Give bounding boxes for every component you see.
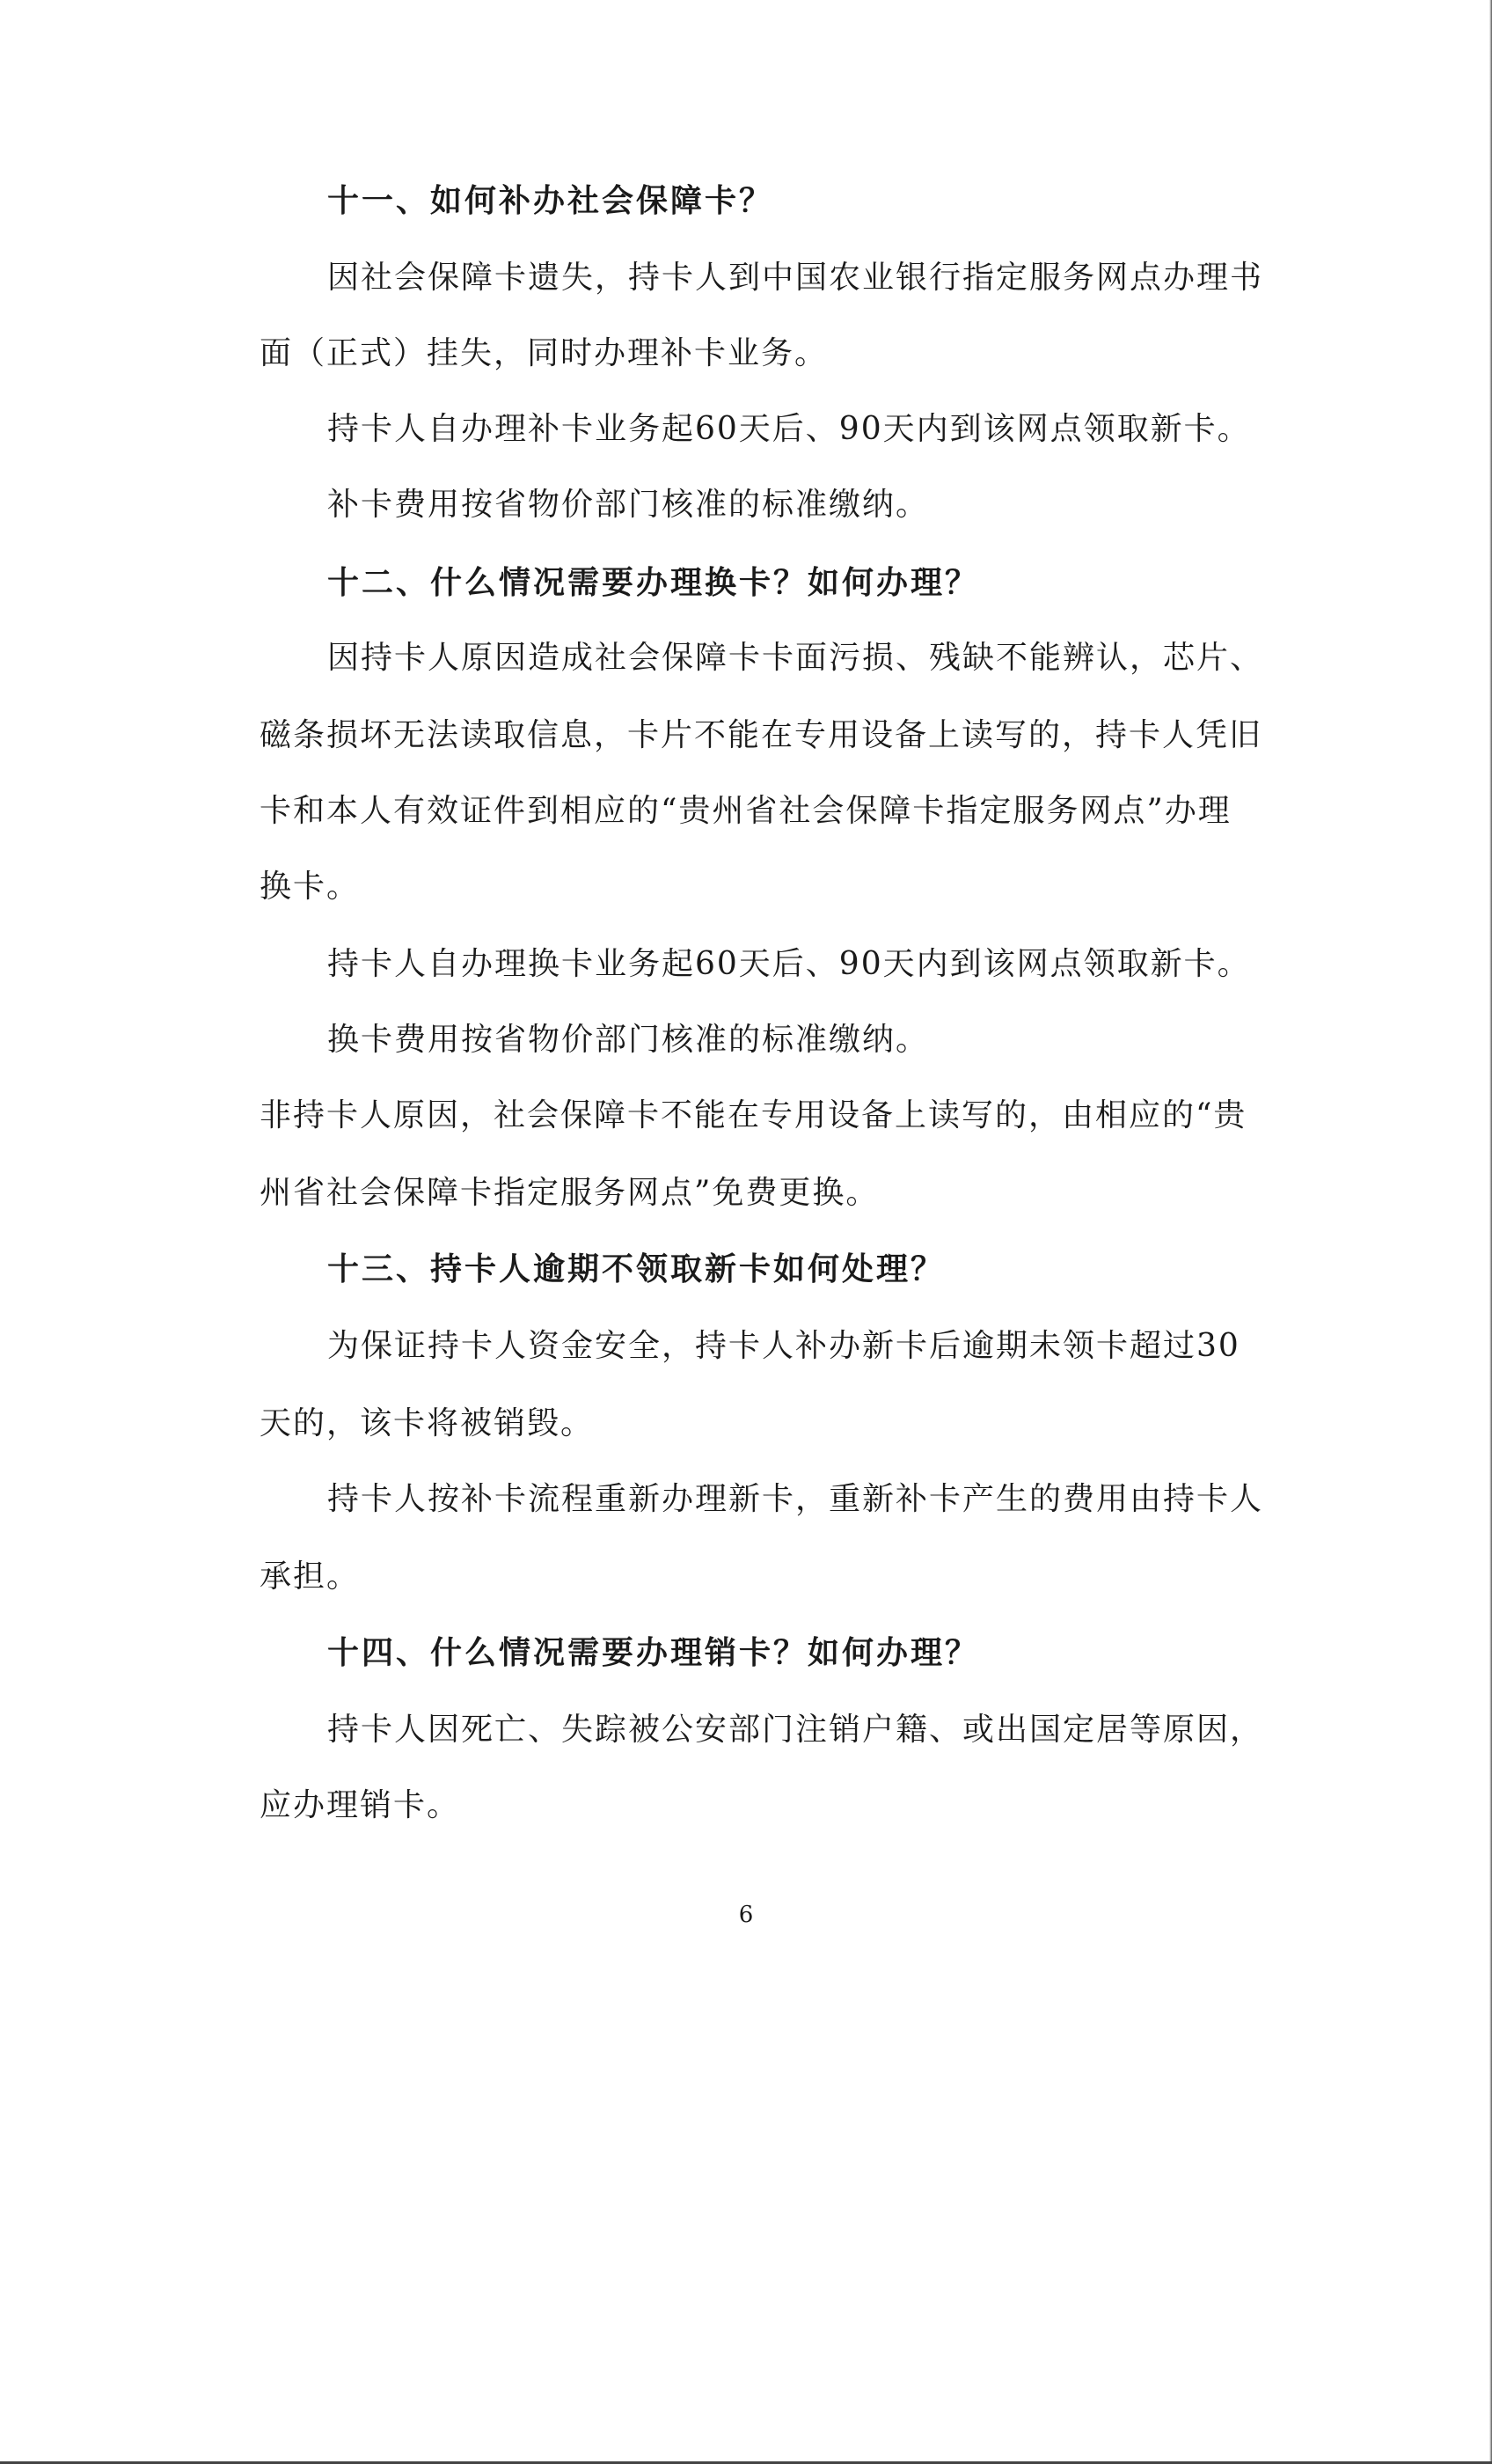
section-heading-11: 十一、如何补办社会保障卡？	[327, 182, 774, 219]
paragraph-line: 持卡人自办理补卡业务起60天后、90天内到该网点领取新卡。	[327, 411, 1251, 447]
section-heading-14: 十四、什么情况需要办理销卡？如何办理？	[327, 1634, 980, 1671]
paragraph-line: 持卡人按补卡流程重新办理新卡，重新补卡产生的费用由持卡人	[327, 1481, 1264, 1517]
section-heading-12: 十二、什么情况需要办理换卡？如何办理？	[327, 564, 980, 601]
paragraph-line: 卡和本人有效证件到相应的“贵州省社会保障卡指定服务网点”办理	[260, 793, 1232, 829]
paragraph-line: 换卡。	[260, 869, 361, 905]
paragraph-line: 换卡费用按省物价部门核准的标准缴纳。	[327, 1022, 930, 1058]
paragraph-line: 承担。	[260, 1558, 361, 1595]
page-number: 6	[738, 1902, 754, 1928]
paragraph-line: 因持卡人原因造成社会保障卡卡面污损、残缺不能辨认，芯片、	[327, 640, 1264, 676]
paragraph-line: 持卡人自办理换卡业务起60天后、90天内到该网点领取新卡。	[327, 946, 1251, 982]
paragraph-line: 天的，该卡将被销毁。	[260, 1405, 595, 1441]
paragraph-line: 持卡人因死亡、失踪被公安部门注销户籍、或出国定居等原因，	[327, 1712, 1264, 1748]
paragraph-line: 为保证持卡人资金安全，持卡人补办新卡后逾期未领卡超过30	[327, 1328, 1240, 1364]
paragraph-line: 磁条损坏无法读取信息，卡片不能在专用设备上读写的，持卡人凭旧	[260, 717, 1263, 753]
section-heading-13: 十三、持卡人逾期不领取新卡如何处理？	[327, 1250, 946, 1287]
paragraph-line: 面（正式）挂失，同时办理补卡业务。	[260, 335, 829, 371]
paragraph-line: 应办理销卡。	[260, 1787, 461, 1823]
paragraph-line: 补卡费用按省物价部门核准的标准缴纳。	[327, 487, 930, 523]
paragraph-line: 因社会保障卡遗失，持卡人到中国农业银行指定服务网点办理书	[327, 260, 1264, 296]
paragraph-line: 非持卡人原因，社会保障卡不能在专用设备上读写的，由相应的“贵	[260, 1097, 1247, 1133]
paragraph-line: 州省社会保障卡指定服务网点”免费更换。	[260, 1175, 880, 1211]
